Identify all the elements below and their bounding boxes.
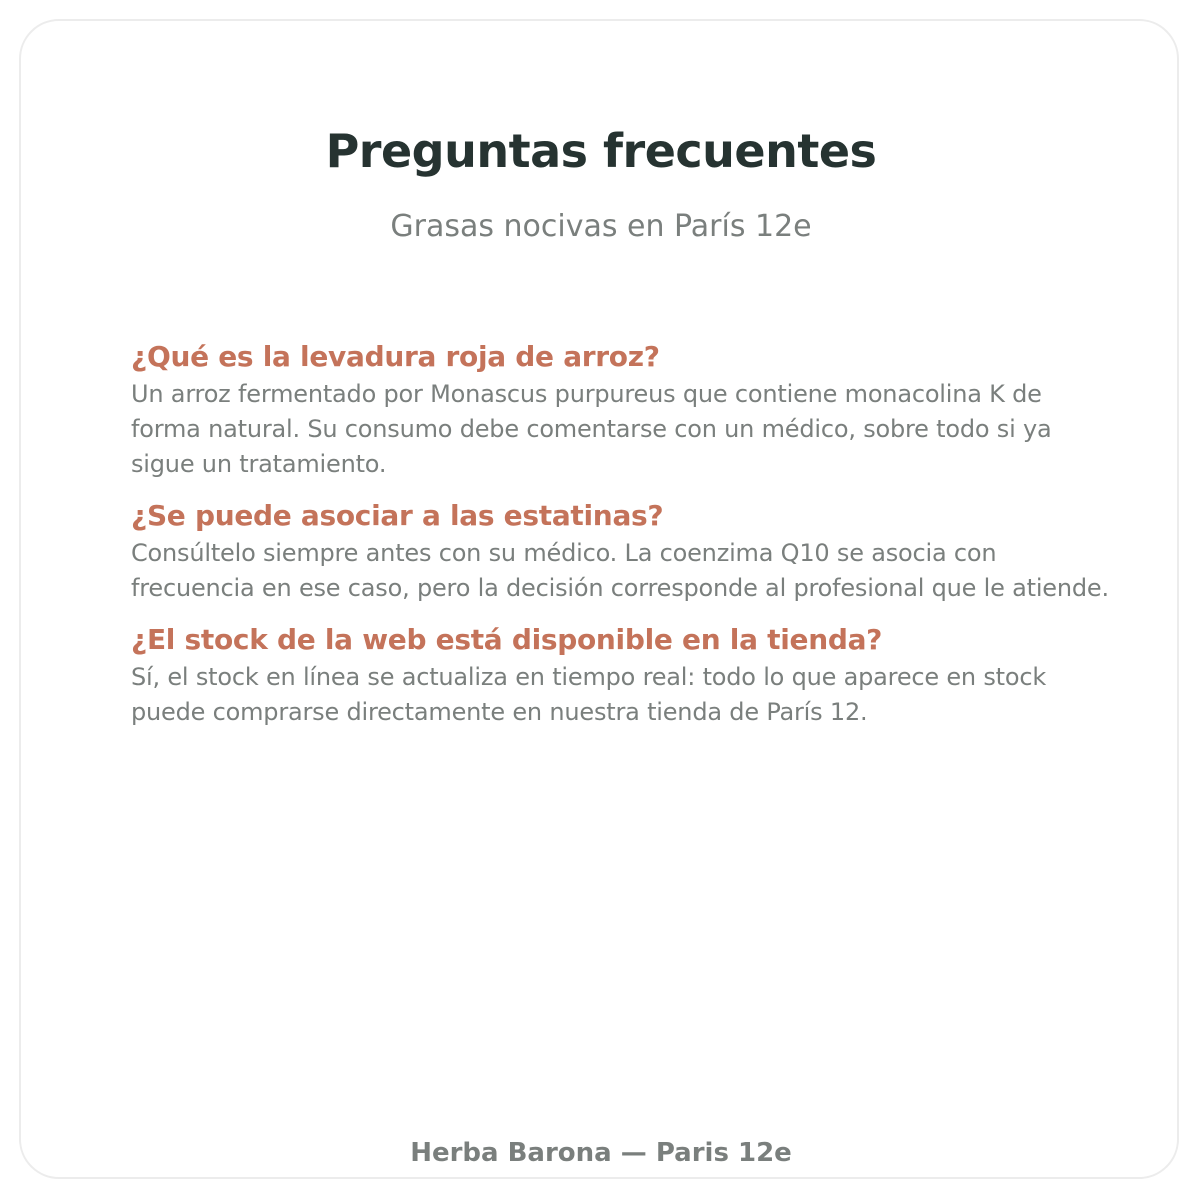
footer-brand: Herba Barona — Paris 12e [410,1138,792,1168]
faq-answer: Sí, el stock en línea se actualiza en tiempo real: todo lo que aparece en stock puede comprarse directamente en nuestra tienda de París 12. [131,663,1047,726]
faq-question: ¿Se puede asociar a las estatinas? [131,499,664,532]
page-subtitle: Grasas nocivas en París 12e [390,209,812,244]
faq-answer: Un arroz fermentado por Monascus purpureus que contiene monacolina K de forma natural. Su consumo debe comentarse con un médico, sobre todo si ya sigue un tratamiento. [131,380,1052,478]
faq-item-statins [131,498,1111,606]
faq-question: ¿Qué es la levadura roja de arroz? [131,340,660,373]
faq-question: ¿El stock de la web está disponible en la tienda? [131,623,883,656]
faq-item-red-yeast-rice [131,339,1111,482]
faq-card [19,19,1179,1179]
faq-answer: Consúltelo siempre antes con su médico. La coenzima Q10 se asocia con frecuencia en ese caso, pero la decisión corresponde al profesional que le atiende. [131,539,1109,602]
faq-item-store-stock [131,622,1111,730]
faq-list [131,339,1111,746]
page-title: Preguntas frecuentes [325,124,877,178]
